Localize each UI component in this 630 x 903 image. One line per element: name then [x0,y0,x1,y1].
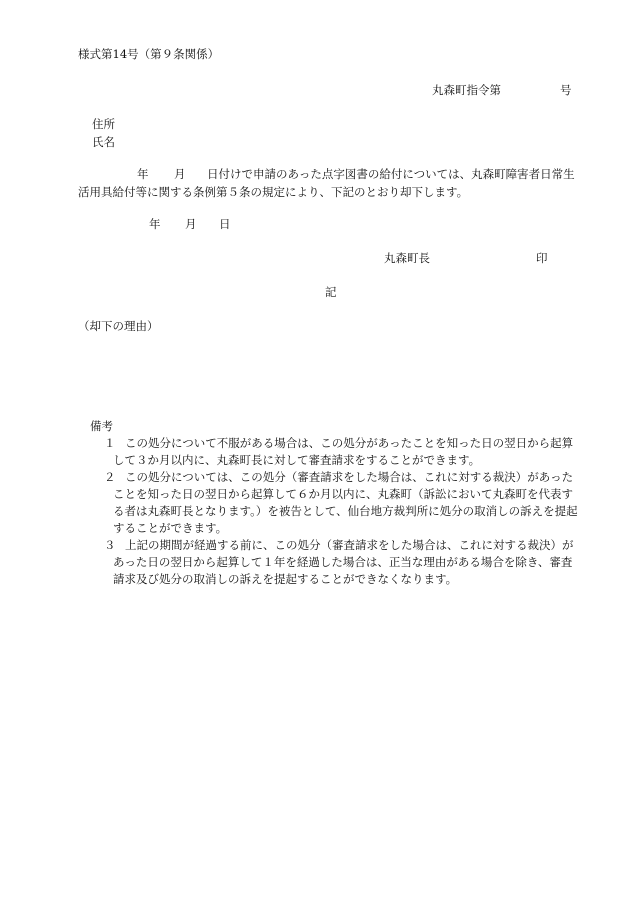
reason-label: （却下の理由） [78,319,159,333]
doc-number-suffix: 号 [560,83,572,97]
name-label: 氏名 [92,135,115,149]
mayor-label: 丸森町長 [384,251,430,265]
note-line: 請求及び処分の取消しの訴えを提起することができなくなります。 [113,572,458,586]
note-number: ２ [104,470,116,484]
note-line: この処分について不服がある場合は、この処分があったことを知った日の翌日から起算 [125,436,574,450]
body-date-year: 年 [137,167,149,181]
ki-label: 記 [325,285,337,299]
note-line: この処分については、この処分（審査請求をした場合は、これに対する裁決）があった [125,470,574,484]
note-line: することができます。 [113,521,228,535]
address-label: 住所 [92,117,115,131]
note-line: して３か月以内に、丸森町長に対して審査請求をすることができます。 [113,453,481,467]
body-date-month: 月 [174,167,186,181]
issue-year: 年 [149,217,161,231]
note-line: る者は丸森町長となります。）を被告として、仙台地方裁判所に処分の取消しの訴えを提起 [113,504,578,518]
form-label: 様式第14号（第９条関係） [78,47,220,61]
note-line: ことを知った日の翌日から起算して６か月以内に、丸森町（訴訟において丸森町を代表す [113,487,573,501]
note-number: ３ [104,538,116,552]
body-text-line2: 活用具給付等に関する条例第５条の規定により、下記のとおり却下します。 [78,185,469,199]
notes-title: 備考 [90,419,113,433]
note-number: １ [104,436,116,450]
body-text-line1: 日付けで申請のあった点字図書の給付については、丸森町障害者日常生 [207,167,575,181]
issue-month: 月 [185,217,197,231]
issue-day: 日 [219,217,231,231]
doc-number-prefix: 丸森町指令第 [432,83,501,97]
note-line: あった日の翌日から起算して１年を経過した場合は、正当な理由がある場合を除き、審査 [113,555,573,569]
seal-label: 印 [536,251,548,265]
note-line: 上記の期間が経過する前に、この処分（審査請求をした場合は、これに対する裁決）が [125,538,574,552]
